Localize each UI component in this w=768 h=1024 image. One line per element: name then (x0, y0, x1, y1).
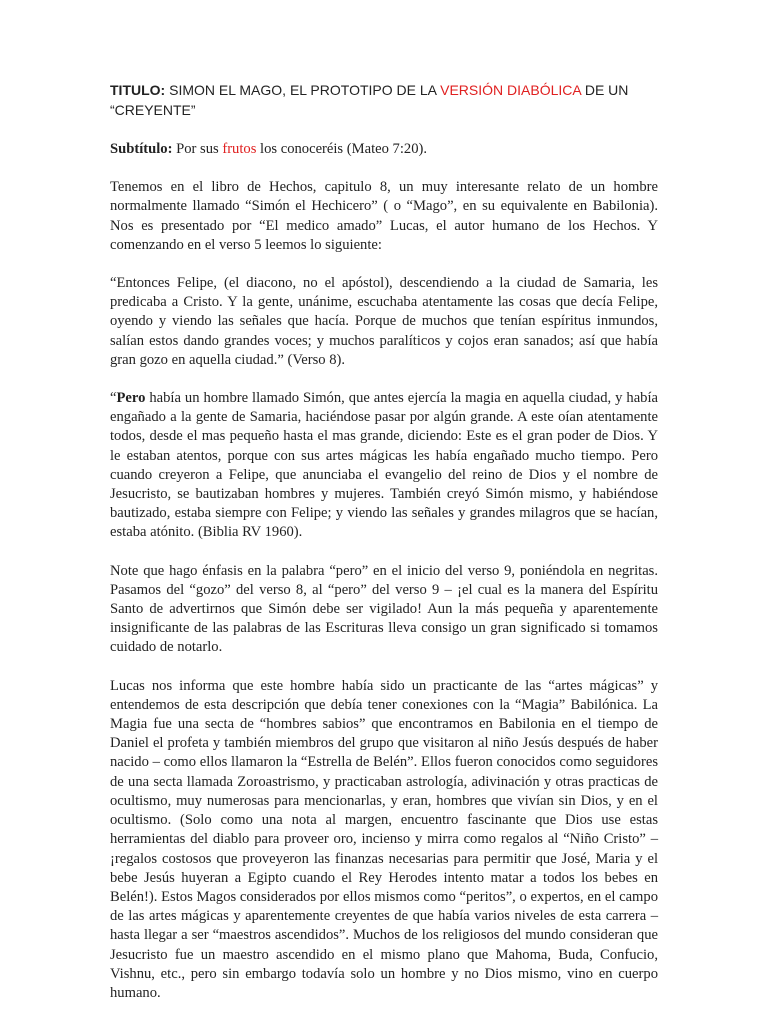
document-body (110, 81, 658, 1022)
subtitle-text-before: Por sus (172, 141, 223, 157)
title-highlight: VERSIÓN DIABÓLICA (440, 82, 581, 98)
paragraph-intro: Tenemos en el libro de Hechos, capitulo 8, un muy interesante relato de un hombre normalmente llamado “Simón el Hechicero” ( o “Mago”, en su equivalente en Babilonia). Nos es presentado por “El medico amado” Lucas, el autor humano de los Hechos. Y comenzando en el verso 5 leemos lo siguiente: (110, 179, 658, 253)
paragraph-quote-felipe: “Entonces Felipe, (el diacono, no el apóstol), descendiendo a la ciudad de Samaria, les predicaba a Cristo. Y la gente, unánime, escuchaba atentamente las cosas que decía Felipe, oyendo y viendo las señales que hacía. Porque de muchos que tenían espíritus inmundos, salían estos dando grandes voces; y muchos paralíticos y cojos eran sanados; así que había gran gozo en aquella ciudad.” (Verso 8). (110, 275, 658, 368)
subtitle-label: Subtítulo: (110, 141, 173, 157)
title-text-after: DE UN “CREYENTE” (110, 82, 629, 118)
document-subtitle (110, 140, 658, 159)
subtitle-highlight: frutos (222, 141, 257, 157)
title-text-before: SIMON EL MAGO, EL PROTOTIPO DE LA (165, 82, 441, 98)
document-title (110, 81, 658, 120)
quote-simon-text: había un hombre llamado Simón, que antes ejercía la magia en aquella ciudad, y había engañado a la gente de Samaria, haciéndose pasar por algún grande. A este oían atentamente todos, desde el mas pequeño hasta el mas grande, diciendo: Este es el gran poder de Dios. Y le estaban atentos, porque con sus artes mágicas les había engañado mucho tiempo. Pero cuando creyeron a Felipe, que anunciaba el evangelio del reino de Dios y el nombre de Jesucristo, se bautizaban hombres y mujeres. También creyó Simón mismo, y habiéndose bautizado, estaba siempre con Felipe; y viendo las señales y grandes milagros que se hacían, estaba atónito. (Biblia RV 1960). (110, 390, 658, 541)
subtitle-text-after: los conoceréis (Mateo 7:20). (256, 141, 428, 157)
emphasis-pero: Pero (116, 390, 146, 407)
paragraph-magia: Lucas nos informa que este hombre había sido un practicante de las “artes mágicas” y entendemos de esta descripción que debía tener conexiones con la “Magia” Babilónica. La Magia fue una secta de “hombres sabios” que encontramos en Babilonia en el tiempo de Daniel el profeta y también miembros del grupo que visitaron al niño Jesús después de haber nacido – como ellos llamaron la “Estrella de Belén”. Ellos fueron conocidos como seguidores de una secta llamada Zoroastrismo, y practicaban astrología, adivinación y otras practicas de ocultismo, muy numerosas para mencionarlas, y eran, hombres que vivían sin Dios, y en el ocultismo. (Solo como una nota al margen, encuentro fascinante que Dios use estas herramientas del diablo para proveer oro, incienso y mirra como regalos al “Niño Cristo” – ¡regalos costosos que proveyeron las finanzas necesarias para permitir que José, Maria y el bebe Jesús huyeran a Egipto cuando el Rey Herodes intento matar a todos los bebes en Belén!). Estos Magos considerados por ellos mismos como “peritos”, o expertos, en el campo de las artes mágicas y aparentemente creyentes de que había varios niveles de esta carrera – hasta llegar a ser “maestros ascendidos”. Muchos de los religiosos del mundo consideran que Jesucristo fue un maestro ascendido en el mismo plano que Mahoma, Buda, Confucio, Vishnu, etc., pero sin embargo todavía solo un hombre y no Dios mismo, vino en cuerpo humano. (110, 677, 658, 1001)
paragraph-quote-simon (110, 389, 658, 543)
quote-open-mark: “ (110, 390, 117, 407)
paragraph-note: Note que hago énfasis en la palabra “pero” en el inicio del verso 9, poniéndola en negritas. Pasamos del “gozo” del verso 8, al “pero” del verso 9 – ¡el cual es la manera del Espíritu Santo de advertirnos que Simón debe ser vigilado! Aun la más pequeña y aparentemente insignificante de las palabras de las Escrituras lleva consigo un gran significado si tomamos cuidado de notarlo. (110, 562, 658, 656)
title-label: TITULO: (110, 82, 166, 98)
